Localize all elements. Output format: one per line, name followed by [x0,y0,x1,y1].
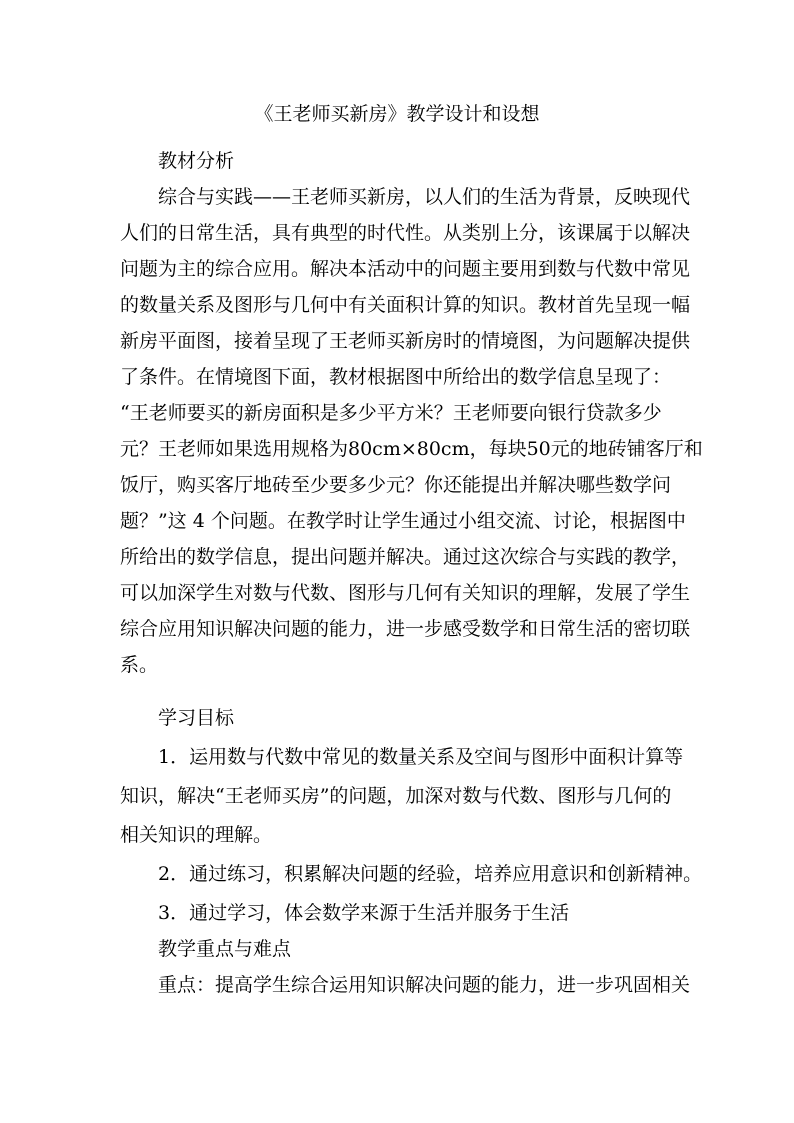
objective-line: 相关知识的理解。 [120,824,273,846]
paragraph-line: 综合与实践——王老师买新房，以人们的生活为背景，反映现代 [158,186,691,208]
paragraph-line: 人们的日常生活，具有典型的时代性。从类别上分，该课属于以解决 [120,222,691,244]
paragraph-line: 新房平面图，接着呈现了王老师买新房时的情境图，为问题解决提供 [120,330,691,352]
paragraph-line: 题？”这 4 个问题。在教学时让学生通过小组交流、讨论，根据图中 [120,510,686,532]
objective-line: 知识，解决“王老师买房”的问题，加深对数与代数、图形与几何的 [120,785,672,807]
paragraph-line: 元？王老师如果选用规格为80cm×80cm，每块50元的地砖铺客厅和 [120,438,703,460]
paragraph-line: 问题为主的综合应用。解决本活动中的问题主要用到数与代数中常见 [120,258,691,280]
heading-key-points: 教学重点与难点 [158,938,292,960]
paragraph-line: 可以加深学生对数与代数、图形与几何有关知识的理解，发展了学生 [120,582,691,604]
paragraph-line: 的数量关系及图形与几何中有关面积计算的知识。教材首先呈现一幅 [120,294,691,316]
paragraph-line: 综合应用知识解决问题的能力，进一步感受数学和日常生活的密切联 [120,618,691,640]
paragraph-line: 系。 [120,654,159,676]
heading-textbook-analysis: 教材分析 [158,150,235,172]
objective-line: 1．运用数与代数中常见的数量关系及空间与图形中面积计算等 [158,746,684,768]
paragraph-line: “王老师要买的新房面积是多少平方米？王老师要向银行贷款多少 [120,402,662,424]
heading-learning-objectives: 学习目标 [158,707,235,729]
key-point-line: 重点：提高学生综合运用知识解决问题的能力，进一步巩固相关 [158,974,691,996]
paragraph-line: 饭厅，购买客厅地砖至少要多少元？你还能提出并解决哪些数学问 [120,474,672,496]
paragraph-line: 了条件。在情境图下面，教材根据图中所给出的数学信息呈现了： [120,366,672,388]
document-title: 《王老师买新房》教学设计和设想 [254,103,540,125]
paragraph-line: 所给出的数学信息，提出问题并解决。通过这次综合与实践的教学， [120,546,691,568]
objective-line: 3．通过学习，体会数学来源于生活并服务于生活 [158,902,570,924]
objective-line: 2．通过练习，积累解决问题的经验，培养应用意识和创新精神。 [158,863,703,885]
